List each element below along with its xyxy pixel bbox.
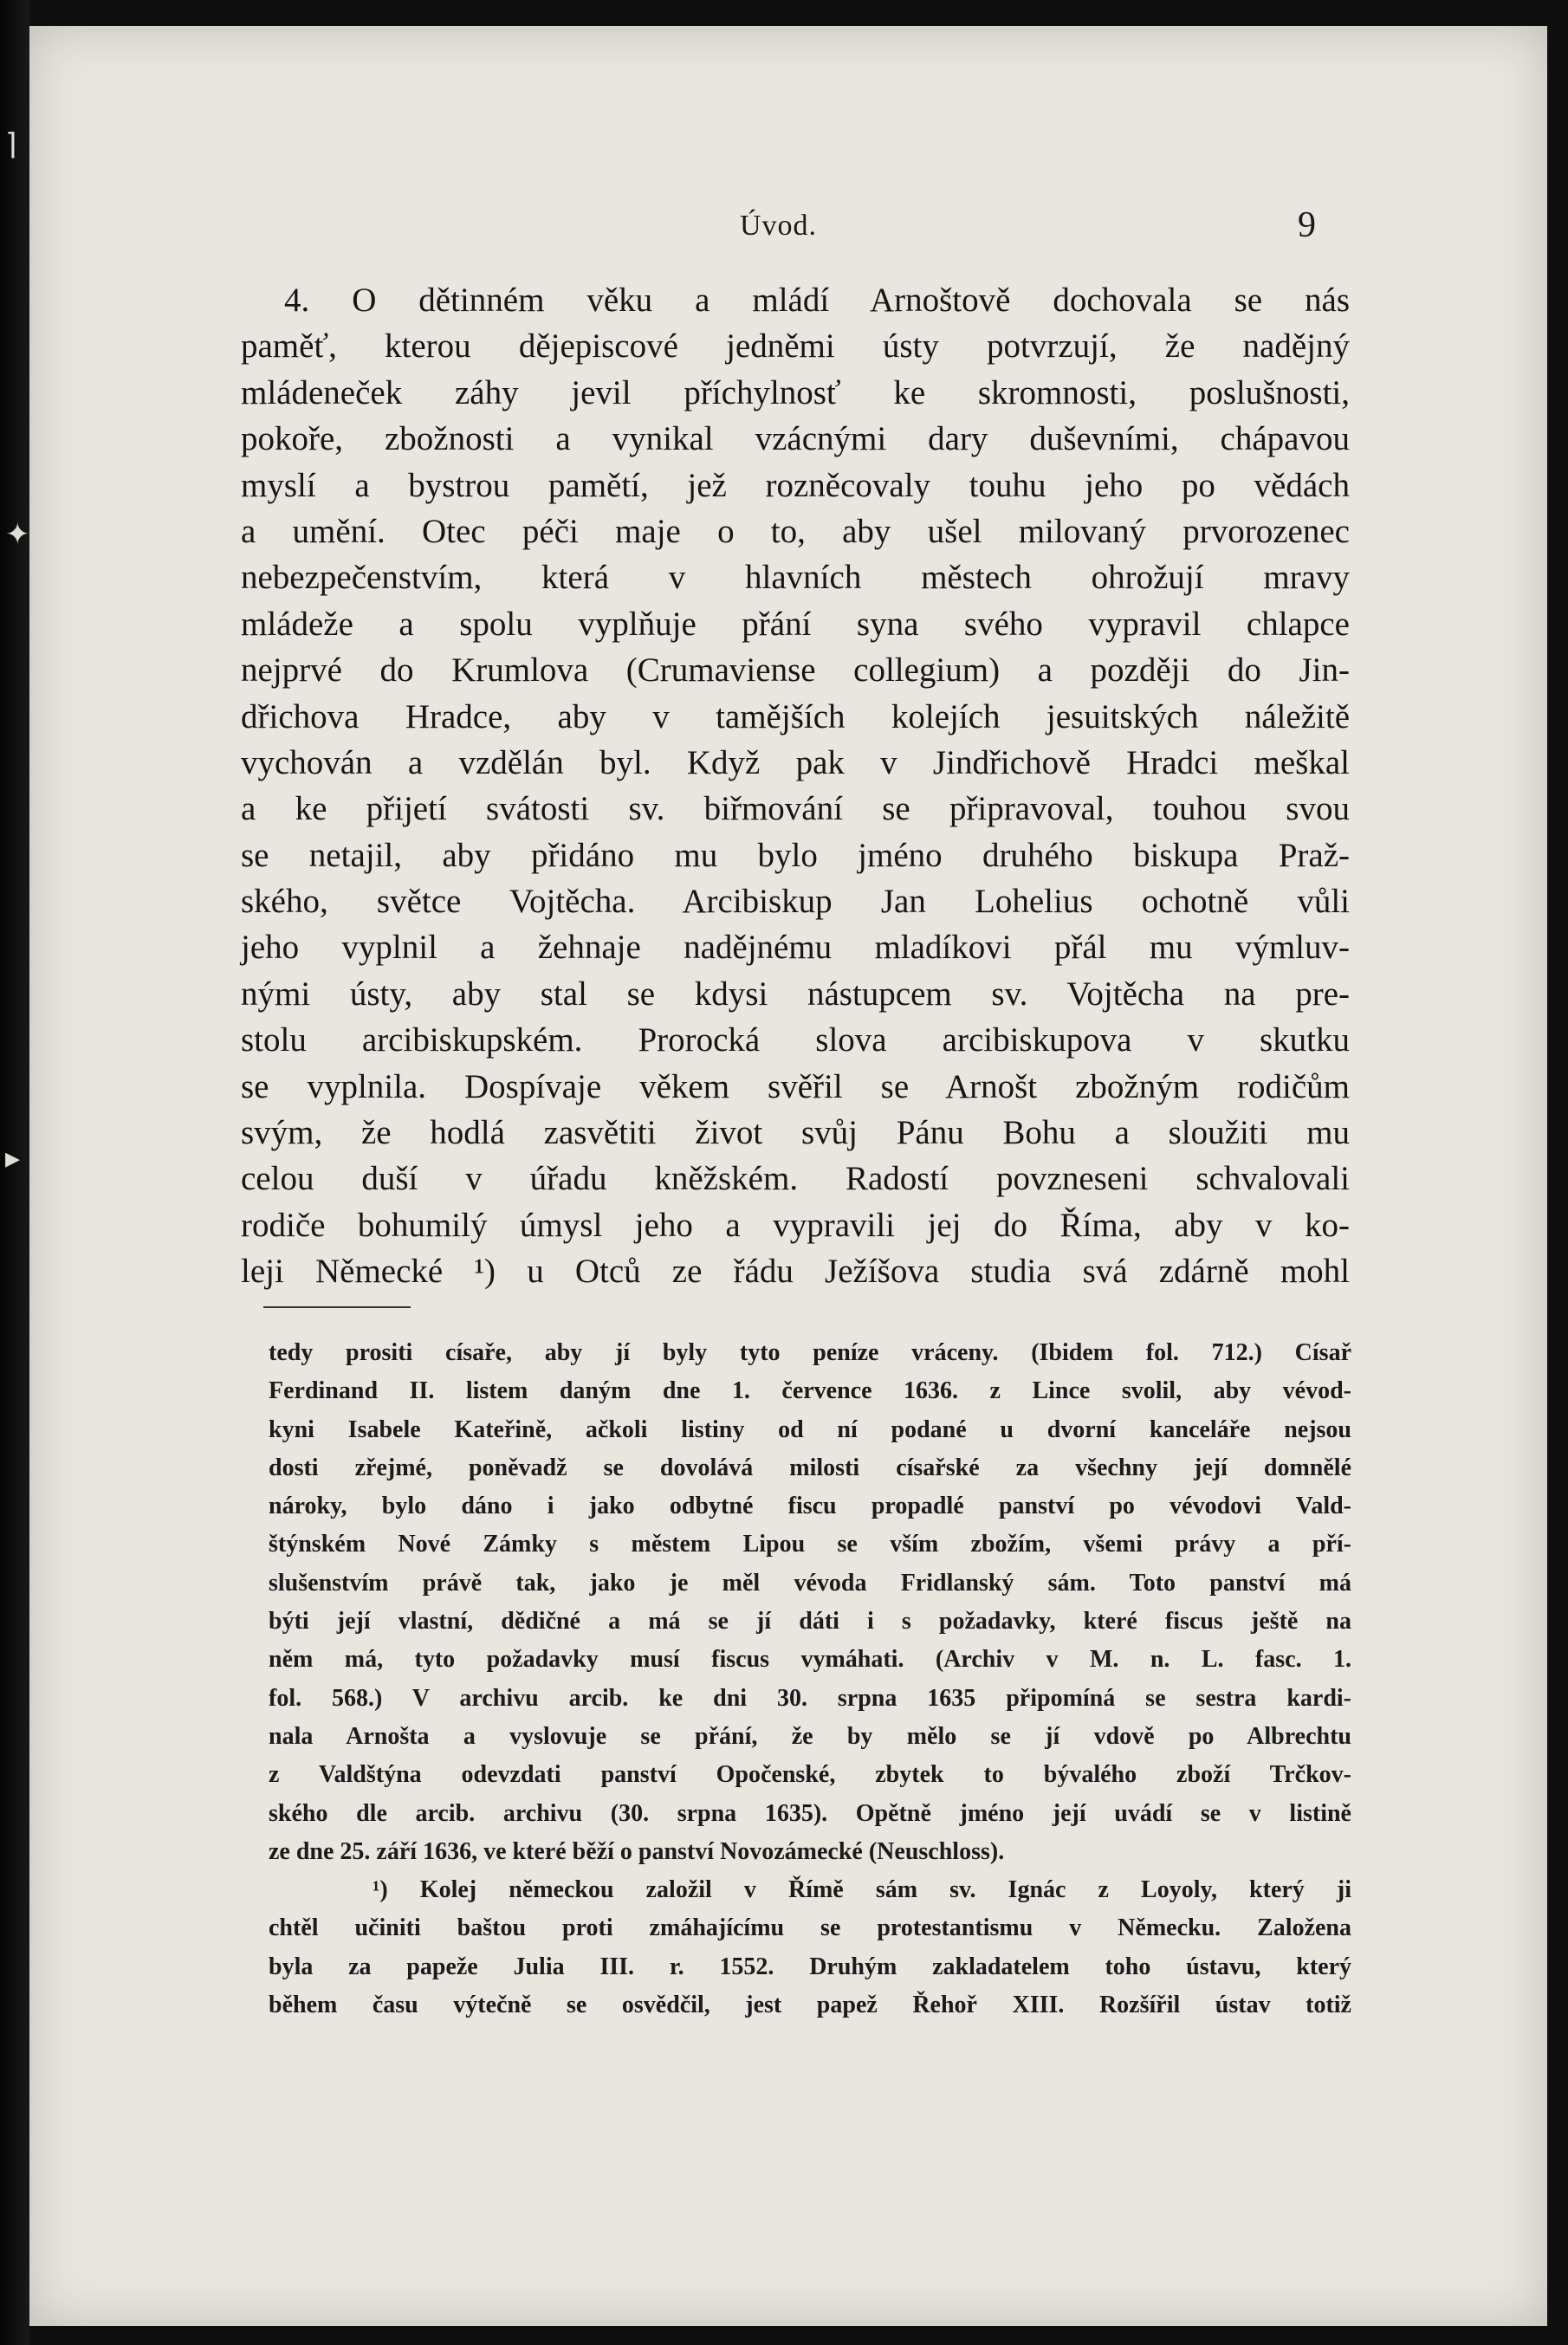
text-line: nými ústy, aby stal se kdysi nástupcem sv. Vojtěcha na pre- [241,975,1350,1013]
text-line: se vyplnila. Dospívaje věkem svěřil se Arnošt zbožným rodičům [241,1067,1350,1105]
text-line: nejprvé do Krumlova (Crumaviense collegium) a později do Jin- [241,651,1350,690]
margin-arrow-mark: ✦ [5,517,30,552]
text-line: paměť, kterou dějepiscové jedněmi ústy potvrzují, že nadějný [241,327,1350,366]
footnote-1-line: chtěl učiniti baštou proti zmáhajícímu se protestantismu v Německu. Založena [269,1914,1351,1942]
text-line: leji Německé ¹) u Otců ze řádu Ježíšova studia svá zdárně mohl [241,1253,1350,1291]
footnote-line: kyni Isabele Kateřině, ačkoli listiny od ní podané u dvorní kanceláře nejsou [269,1415,1351,1443]
footnote-line: fol. 568.) V archivu arcib. ke dni 30. srpna 1635 připomíná se sestra kardi- [269,1684,1351,1712]
footnote-line: dosti zřejmé, poněvadž se dovolává milosti císařské za všechny její domnělé [269,1454,1351,1481]
text-line: celou duší v úřadu kněžském. Radostí povzneseni schvalovali [241,1160,1350,1198]
text-line: mládeneček záhy jevil příchylnosť ke skromnosti, poslušnosti, [241,373,1350,411]
footnote-line: něm má, tyto požadavky musí fiscus vymáhati. (Archiv v M. n. L. fasc. 1. [269,1646,1351,1674]
footnote-1-line: ¹) Kolej německou založil v Římě sám sv. Ignác z Loyoly, který ji [373,1876,1351,1904]
text-line: mládeže a spolu vyplňuje přání syna svého vypravil chlapce [241,605,1350,643]
footnote-line: ského dle arcib. archivu (30. srpna 1635). Opětně jméno její uvádí se v listině [269,1799,1351,1827]
running-title: Úvod. [740,210,818,242]
footnote-1-line: byla za papeže Julia III. r. 1552. Druhým zakladatelem toho ústavu, který [269,1953,1351,1980]
footnote-line: tedy prositi císaře, aby jí byly tyto peníze vráceny. (Ibidem fol. 712.) Císař [269,1339,1351,1366]
footnotes [269,1334,1351,2024]
text-line: 4. O dětinném věku a mládí Arnoštově dochovala se nás [284,282,1350,319]
running-header [29,199,1547,251]
footnote-line: slušenstvím právě tak, jako je měl vévoda Fridlanský sám. Toto panství má [269,1569,1351,1597]
text-line: se netajil, aby přidáno mu bylo jméno druhého biskupa Praž- [241,836,1350,874]
footnote-1-line: během času výtečně se osvědčil, jest papež Řehoř XIII. Rozšířil ústav totiž [269,1992,1351,2019]
footnote-line: nároky, bylo dáno i jako odbytné fiscu propadlé panství po vévodovi Vald- [269,1493,1351,1520]
binding-edge [0,0,29,2345]
text-line: pokoře, zbožnosti a vynikal vzácnými dary duševními, chápavou [241,420,1350,458]
text-line: a umění. Otec péči maje o to, aby ušel milovaný prvorozenec [241,512,1350,550]
footnote-line: Ferdinand II. listem daným dne 1. července 1636. z Lince svolil, aby vévod- [269,1377,1351,1405]
text-line: vychován a vzdělán byl. Když pak v Jindřichově Hradci meškal [241,743,1350,781]
footnote-line: nala Arnošta a vyslovuje se přání, že by mělo se jí vdově po Albrechtu [269,1722,1351,1750]
text-line: stolu arcibiskupském. Prorocká slova arcibiskupova v skutku [241,1021,1350,1059]
margin-bracket-mark: ⌉ [5,127,17,162]
text-line: svým, že hodlá zasvětiti život svůj Pánu Bohu a sloužiti mu [241,1114,1350,1152]
text-line: ského, světce Vojtěcha. Arcibiskup Jan Lohelius ochotně vůli [241,883,1350,921]
footnote-separator [263,1306,411,1308]
page-number: 9 [1298,205,1316,245]
text-line: dřichova Hradce, aby v tamějších kolejích jesuitských náležitě [241,697,1350,735]
text-line: jeho vyplnil a žehnaje nadějnému mladíkovi přál mu výmluv- [241,929,1350,967]
margin-arrow-mark: ▸ [5,1141,21,1176]
text-line: nebezpečenstvím, která v hlavních městech ohrožují mravy [241,559,1350,597]
page-paper [29,26,1547,2326]
text-line: rodiče bohumilý úmysl jeho a vypravili jej do Říma, aby v ko- [241,1206,1350,1244]
footnote-line: býti její vlastní, dědičné a má se jí dáti i s požadavky, které fiscus ještě na [269,1608,1351,1636]
text-line: a ke přijetí svátosti sv. biřmování se připravoval, touhou svou [241,790,1350,828]
footnote-line: ze dne 25. září 1636, ve které běží o panství Novozámecké (Neuschloss). [269,1837,1005,1865]
footnote-line: štýnském Nové Zámky s městem Lipou se vším zbožím, všemi právy a pří- [269,1531,1351,1558]
footnote-line: z Valdštýna odevzdati panství Opočenské, zbytek to bývalého zboží Trčkov- [269,1761,1351,1789]
text-line: myslí a bystrou pamětí, jež rozněcovaly touhu jeho po vědách [241,466,1350,504]
body-paragraph [241,277,1350,1295]
